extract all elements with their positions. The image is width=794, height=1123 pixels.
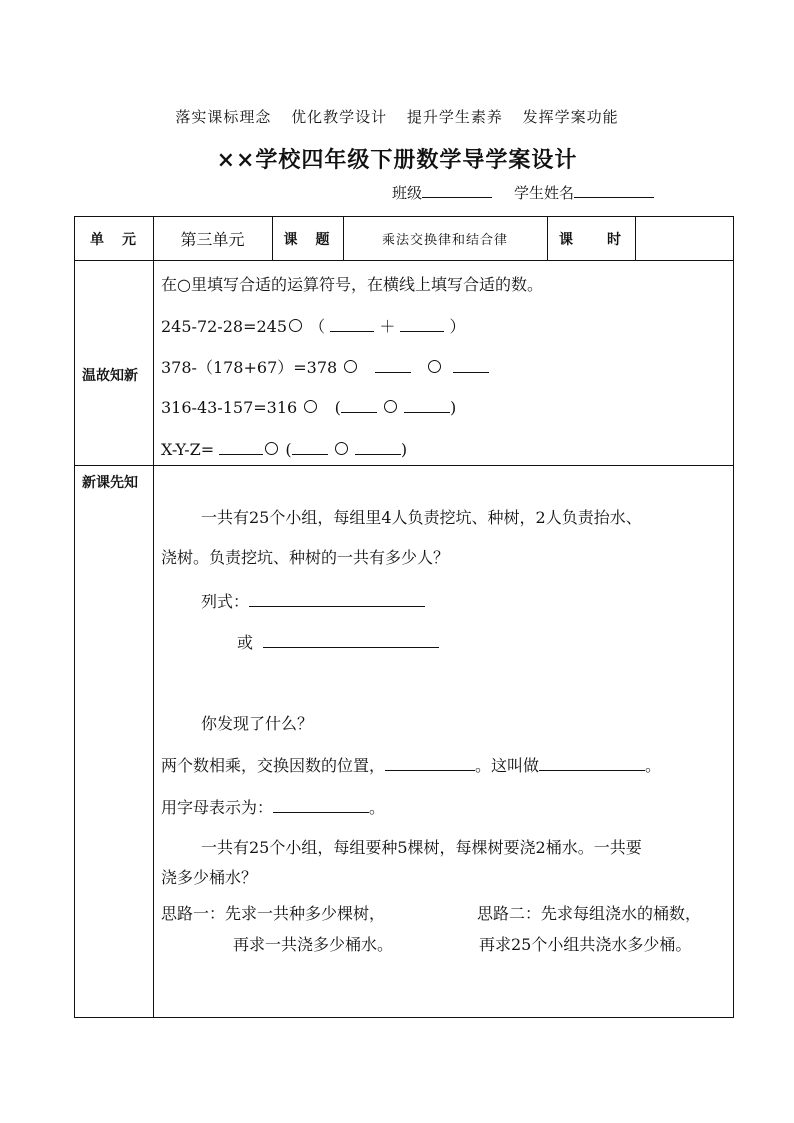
unit-value: 第三单元 xyxy=(180,230,245,249)
topic-value: 乘法交换律和结合律 xyxy=(381,233,508,248)
q3-open-paren: ( xyxy=(334,398,341,417)
idea-1-line-2: 再求一共浇多少桶水。 xyxy=(233,935,394,954)
blank-line[interactable] xyxy=(404,397,450,413)
review-instruction: 在○里填写合适的运算符号，在横线上填写合适的数。 xyxy=(161,275,543,294)
student-name-blank[interactable] xyxy=(574,183,654,198)
motto: 落实课标理念 优化教学设计 提升学生素养 发挥学案功能 xyxy=(175,108,619,126)
period-label: 课 时 xyxy=(559,231,623,248)
q2-expression: 378-（178+67）=378 xyxy=(161,358,338,377)
class-blank[interactable] xyxy=(422,183,492,198)
circle-blank[interactable] xyxy=(265,442,278,455)
page-title: ××学校四年级下册数学导学案设计 xyxy=(216,147,578,173)
student-name-label: 学生姓名 xyxy=(514,184,575,202)
q4-open-paren: ( xyxy=(285,440,292,459)
letter-text-b: 。 xyxy=(369,798,386,817)
class-label: 班级 xyxy=(392,184,423,202)
formula-label: 列式： xyxy=(201,592,250,611)
unit-label: 单 元 xyxy=(90,231,138,248)
circle-blank[interactable] xyxy=(344,360,357,373)
class-name-line xyxy=(392,182,654,203)
blank-line[interactable] xyxy=(330,316,374,332)
blank-line[interactable] xyxy=(355,439,401,455)
law-blank-1[interactable] xyxy=(385,755,475,771)
idea-2-line-1: 思路二：先求每组浇水的桶数， xyxy=(477,904,702,923)
circle-blank[interactable] xyxy=(289,319,302,332)
q4-expression: X-Y-Z= xyxy=(161,440,215,459)
formula-line xyxy=(201,589,425,612)
worksheet-table xyxy=(74,216,734,1018)
idea-2-line-2: 再求25个小组共浇水多少桶。 xyxy=(479,935,692,954)
circle-blank[interactable] xyxy=(428,360,441,373)
blank-line[interactable] xyxy=(219,439,263,455)
blank-line[interactable] xyxy=(341,397,377,413)
blank-line[interactable] xyxy=(453,357,489,373)
formula-blank[interactable] xyxy=(249,591,425,607)
letter-text-a: 用字母表示为： xyxy=(161,798,274,817)
q3-close-paren: ) xyxy=(450,398,457,417)
circle-blank[interactable] xyxy=(384,400,397,413)
idea-1-line-1: 思路一：先求一共种多少棵树， xyxy=(161,904,386,923)
review-question-3 xyxy=(161,397,456,417)
law-text-a: 两个数相乘，交换因数的位置， xyxy=(161,756,386,775)
letter-blank[interactable] xyxy=(273,797,369,813)
problem-1-line-1: 一共有25个小组，每组里4人负责挖坑、种树，2人负责抬水、 xyxy=(201,508,642,527)
review-question-4 xyxy=(161,439,407,459)
newlesson-label: 新课先知 xyxy=(82,475,138,491)
q3-expression: 316-43-157=316 xyxy=(161,398,298,417)
blank-line[interactable] xyxy=(292,439,328,455)
circle-blank[interactable] xyxy=(335,442,348,455)
problem-2-line-1: 一共有25个小组，每组要种5棵树，每棵树要浇2桶水。一共要 xyxy=(201,838,642,857)
review-label: 温故知新 xyxy=(82,368,138,384)
formula-alt-blank[interactable] xyxy=(263,632,439,648)
discover-question: 你发现了什么？ xyxy=(201,714,314,733)
law-line xyxy=(161,753,661,776)
q1-open-paren: （ xyxy=(309,317,326,336)
q1-close-paren: ） xyxy=(449,317,466,336)
q4-close-paren: ) xyxy=(400,440,408,459)
blank-line[interactable] xyxy=(400,316,444,332)
blank-line[interactable] xyxy=(375,357,411,373)
problem-2-line-2: 浇多少桶水？ xyxy=(161,868,258,887)
law-blank-2[interactable] xyxy=(539,755,645,771)
law-text-b: 。这叫做 xyxy=(475,756,540,775)
topic-label: 课 题 xyxy=(283,231,332,248)
or-label: 或 xyxy=(237,633,254,652)
law-text-c: 。 xyxy=(645,756,662,775)
formula-alt-line xyxy=(237,630,439,653)
problem-1-line-2: 浇树。负责挖坑、种树的一共有多少人？ xyxy=(161,548,450,567)
circle-blank[interactable] xyxy=(304,400,317,413)
period-value-cell[interactable] xyxy=(635,217,733,260)
q1-expression: 245-72-28=245 xyxy=(161,317,288,336)
review-question-1 xyxy=(161,314,466,337)
q1-plus: ＋ xyxy=(379,317,396,336)
review-question-2 xyxy=(161,355,489,378)
letter-line xyxy=(161,795,385,818)
